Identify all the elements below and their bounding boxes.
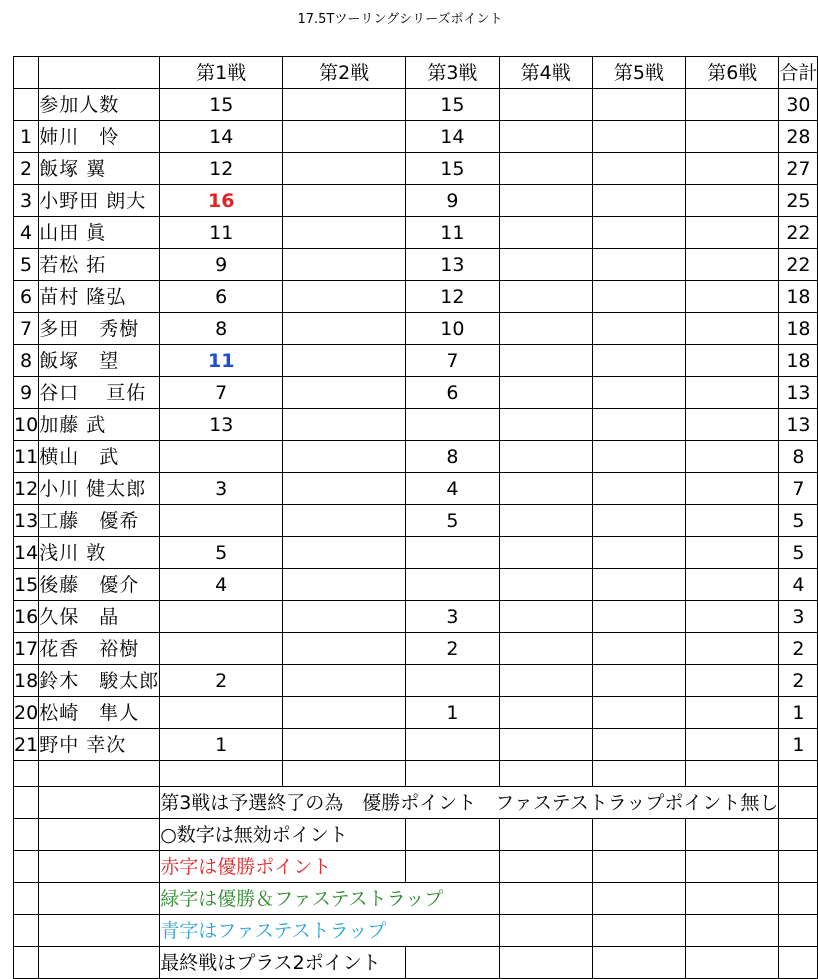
round-3-points <box>406 729 499 761</box>
empty-cell <box>686 915 779 947</box>
competitor-name: 鈴木 駿太郎 <box>39 665 160 697</box>
round-5-points <box>592 569 685 601</box>
round-1-points: 16 <box>160 185 283 217</box>
empty-cell <box>39 851 160 883</box>
spacer-row <box>14 761 818 787</box>
total-points: 2 <box>779 665 818 697</box>
round-6-points <box>686 729 779 761</box>
round-5-points <box>592 281 685 313</box>
total-points: 22 <box>779 217 818 249</box>
notes-body <box>14 761 818 979</box>
round-1-points <box>160 633 283 665</box>
round-1-points <box>160 697 283 729</box>
rank-cell: 15 <box>14 569 39 601</box>
empty-cell <box>592 851 685 883</box>
rank-cell: 8 <box>14 345 39 377</box>
empty-cell <box>499 819 592 851</box>
round-2-points <box>283 729 406 761</box>
empty-cell <box>592 819 685 851</box>
round-4-points <box>499 569 592 601</box>
rank-cell: 21 <box>14 729 39 761</box>
empty-cell <box>14 947 39 979</box>
rank-cell: 17 <box>14 633 39 665</box>
round-2-points <box>283 281 406 313</box>
rank-cell: 12 <box>14 473 39 505</box>
header-name <box>39 57 160 89</box>
round-6-points <box>686 601 779 633</box>
round-3-points: 5 <box>406 505 499 537</box>
round-2-points <box>283 505 406 537</box>
empty-cell <box>406 819 499 851</box>
competitor-name: 松崎 隼人 <box>39 697 160 729</box>
round-3-points <box>406 409 499 441</box>
rank-cell: 16 <box>14 601 39 633</box>
round-1-points <box>160 441 283 473</box>
total-points: 13 <box>779 409 818 441</box>
round-4-points <box>499 601 592 633</box>
empty-cell <box>39 883 160 915</box>
total-points: 1 <box>779 729 818 761</box>
competitor-name: 浅川 敦 <box>39 537 160 569</box>
competitor-name: 多田 秀樹 <box>39 313 160 345</box>
round-1-points: 3 <box>160 473 283 505</box>
rank-cell: 9 <box>14 377 39 409</box>
round-4-points <box>499 665 592 697</box>
note-invalid-points: ○数字は無効ポイント <box>160 819 406 851</box>
round-4-points <box>499 505 592 537</box>
round-4-points <box>499 153 592 185</box>
empty-cell <box>14 883 39 915</box>
round-1-points: 1 <box>160 729 283 761</box>
round-3-points: 9 <box>406 185 499 217</box>
competitor-name: 小野田 朗大 <box>39 185 160 217</box>
round-3-points <box>406 665 499 697</box>
round-6-points <box>686 153 779 185</box>
round-1-points: 4 <box>160 569 283 601</box>
note-row-red <box>14 851 818 883</box>
round-3-points <box>406 569 499 601</box>
round-3-points: 8 <box>406 441 499 473</box>
round-6-points <box>686 217 779 249</box>
header-round-4: 第4戦 <box>499 57 592 89</box>
total-points: 22 <box>779 249 818 281</box>
round-1-points: 5 <box>160 537 283 569</box>
round-5-points <box>592 537 685 569</box>
competitor-name: 若松 拓 <box>39 249 160 281</box>
competitor-name: 後藤 優介 <box>39 569 160 601</box>
round-2-points <box>283 153 406 185</box>
round-2-points <box>283 569 406 601</box>
round-3-points: 14 <box>406 121 499 153</box>
sheet-title: 17.5Tツーリングシリーズポイント <box>297 12 503 27</box>
empty-cell <box>779 947 818 979</box>
round-4-points <box>499 313 592 345</box>
rank-cell: 13 <box>14 505 39 537</box>
round-5-points <box>592 665 685 697</box>
round-2-points <box>283 441 406 473</box>
round-2-points <box>283 697 406 729</box>
round-5-points <box>592 601 685 633</box>
empty-cell <box>499 761 592 787</box>
total-points: 1 <box>779 697 818 729</box>
round-1-points: 9 <box>160 249 283 281</box>
round-5-points <box>592 185 685 217</box>
empty-cell <box>686 883 779 915</box>
round-2-points <box>283 249 406 281</box>
round-1-points: 14 <box>160 121 283 153</box>
round-6-points <box>686 121 779 153</box>
total-points: 3 <box>779 601 818 633</box>
round-5-points <box>592 377 685 409</box>
note-row-blue <box>14 915 818 947</box>
empty-cell <box>779 915 818 947</box>
empty-cell <box>592 915 685 947</box>
header-rank <box>14 57 39 89</box>
round-6-points <box>686 409 779 441</box>
empty-cell <box>779 851 818 883</box>
empty-cell <box>686 819 779 851</box>
round-1-points: 11 <box>160 345 283 377</box>
round-4-points <box>499 249 592 281</box>
round-3-points: 11 <box>406 217 499 249</box>
round-1-points <box>160 601 283 633</box>
round-6-points <box>686 441 779 473</box>
note-green-legend: 緑字は優勝＆ファステストラップ <box>160 883 499 915</box>
total-points: 25 <box>779 185 818 217</box>
participants-label: 参加人数 <box>39 89 160 121</box>
round-6-points <box>686 281 779 313</box>
round-5-points <box>592 633 685 665</box>
round-6-points <box>686 633 779 665</box>
round-3-points: 3 <box>406 601 499 633</box>
table-row <box>14 409 818 441</box>
competitor-name: 姉川 怜 <box>39 121 160 153</box>
participants-r6 <box>686 89 779 121</box>
round-4-points <box>499 537 592 569</box>
competitor-name: 野中 幸次 <box>39 729 160 761</box>
rank-cell: 18 <box>14 665 39 697</box>
round-4-points <box>499 409 592 441</box>
round-4-points <box>499 377 592 409</box>
round-6-points <box>686 665 779 697</box>
round-6-points <box>686 537 779 569</box>
round-4-points <box>499 345 592 377</box>
round-5-points <box>592 473 685 505</box>
round-3-points: 10 <box>406 313 499 345</box>
header-total: 合計 <box>779 57 818 89</box>
empty-cell <box>14 915 39 947</box>
round-5-points <box>592 249 685 281</box>
empty-cell <box>406 851 499 883</box>
round-4-points <box>499 217 592 249</box>
total-points: 18 <box>779 345 818 377</box>
empty-cell <box>14 819 39 851</box>
round-1-points: 2 <box>160 665 283 697</box>
competitor-name: 小川 健太郎 <box>39 473 160 505</box>
round-2-points <box>283 313 406 345</box>
rank-cell: 10 <box>14 409 39 441</box>
round-3-points: 7 <box>406 345 499 377</box>
table-row <box>14 697 818 729</box>
note-blue-legend: 青字はファステストラップ <box>160 915 499 947</box>
empty-cell <box>686 761 779 787</box>
round-2-points <box>283 537 406 569</box>
rank-cell: 11 <box>14 441 39 473</box>
round-4-points <box>499 185 592 217</box>
rank-cell: 20 <box>14 697 39 729</box>
round-4-points <box>499 121 592 153</box>
header-round-5: 第5戦 <box>592 57 685 89</box>
table-row <box>14 121 818 153</box>
standings-table <box>13 56 818 979</box>
rank-cell: 1 <box>14 121 39 153</box>
round-4-points <box>499 697 592 729</box>
round-5-points <box>592 441 685 473</box>
round-1-points: 7 <box>160 377 283 409</box>
empty-cell <box>779 819 818 851</box>
table-row <box>14 185 818 217</box>
round-5-points <box>592 697 685 729</box>
round-2-points <box>283 185 406 217</box>
round-1-points: 12 <box>160 153 283 185</box>
table-row <box>14 217 818 249</box>
table-row <box>14 377 818 409</box>
round-2-points <box>283 217 406 249</box>
rank-cell: 7 <box>14 313 39 345</box>
round-1-points: 8 <box>160 313 283 345</box>
table-row <box>14 313 818 345</box>
total-points: 4 <box>779 569 818 601</box>
table-row <box>14 281 818 313</box>
empty-cell <box>779 787 818 819</box>
rank-cell: 4 <box>14 217 39 249</box>
table-row <box>14 249 818 281</box>
empty-cell <box>39 947 160 979</box>
note-round3: 第3戦は予選終了の為 優勝ポイント ファステストラップポイント無し <box>160 787 779 819</box>
rank-cell: 5 <box>14 249 39 281</box>
empty-cell <box>39 761 160 787</box>
header-round-1: 第1戦 <box>160 57 283 89</box>
round-1-points: 6 <box>160 281 283 313</box>
competitor-name: 谷口 亘佑 <box>39 377 160 409</box>
empty-cell <box>283 761 406 787</box>
participants-r3: 15 <box>406 89 499 121</box>
total-points: 27 <box>779 153 818 185</box>
round-3-points: 6 <box>406 377 499 409</box>
round-5-points <box>592 153 685 185</box>
header-round-2: 第2戦 <box>283 57 406 89</box>
round-3-points: 2 <box>406 633 499 665</box>
competitor-name: 苗村 隆弘 <box>39 281 160 313</box>
rank-cell: 14 <box>14 537 39 569</box>
round-1-points <box>160 505 283 537</box>
round-5-points <box>592 409 685 441</box>
round-2-points <box>283 345 406 377</box>
round-6-points <box>686 505 779 537</box>
round-6-points <box>686 473 779 505</box>
header-row <box>14 57 818 89</box>
note-row-final <box>14 947 818 979</box>
round-6-points <box>686 569 779 601</box>
round-6-points <box>686 313 779 345</box>
empty-cell <box>499 915 592 947</box>
table-row <box>14 601 818 633</box>
round-3-points: 15 <box>406 153 499 185</box>
empty-cell <box>406 947 499 979</box>
empty-cell <box>779 761 818 787</box>
empty-cell <box>499 851 592 883</box>
participants-r1: 15 <box>160 89 283 121</box>
table-row <box>14 537 818 569</box>
round-3-points <box>406 537 499 569</box>
competitor-name: 横山 武 <box>39 441 160 473</box>
empty-cell <box>160 761 283 787</box>
round-1-points: 13 <box>160 409 283 441</box>
round-5-points <box>592 729 685 761</box>
table-row <box>14 505 818 537</box>
round-5-points <box>592 217 685 249</box>
round-2-points <box>283 665 406 697</box>
round-3-points: 13 <box>406 249 499 281</box>
empty-cell <box>406 761 499 787</box>
competitor-name: 加藤 武 <box>39 409 160 441</box>
empty-cell <box>686 947 779 979</box>
round-3-points: 12 <box>406 281 499 313</box>
round-5-points <box>592 121 685 153</box>
round-2-points <box>283 633 406 665</box>
note-row-round3 <box>14 787 818 819</box>
total-points: 8 <box>779 441 818 473</box>
participants-r5 <box>592 89 685 121</box>
empty-cell <box>779 883 818 915</box>
rank-cell: 3 <box>14 185 39 217</box>
round-5-points <box>592 505 685 537</box>
header-round-6: 第6戦 <box>686 57 779 89</box>
note-row-invalid <box>14 819 818 851</box>
empty-cell <box>14 787 39 819</box>
empty-cell <box>686 851 779 883</box>
table-row <box>14 441 818 473</box>
round-5-points <box>592 313 685 345</box>
rank-cell: 2 <box>14 153 39 185</box>
empty-cell <box>592 761 685 787</box>
empty-cell <box>499 883 592 915</box>
total-points: 18 <box>779 281 818 313</box>
round-2-points <box>283 121 406 153</box>
round-2-points <box>283 473 406 505</box>
round-6-points <box>686 345 779 377</box>
round-6-points <box>686 249 779 281</box>
round-4-points <box>499 441 592 473</box>
table-row <box>14 473 818 505</box>
competitor-name: 飯塚 望 <box>39 345 160 377</box>
round-4-points <box>499 281 592 313</box>
round-6-points <box>686 185 779 217</box>
competitor-name: 飯塚 翼 <box>39 153 160 185</box>
participants-r4 <box>499 89 592 121</box>
empty-cell <box>499 947 592 979</box>
participants-total: 30 <box>779 89 818 121</box>
total-points: 13 <box>779 377 818 409</box>
header-round-3: 第3戦 <box>406 57 499 89</box>
note-row-green <box>14 883 818 915</box>
round-1-points: 11 <box>160 217 283 249</box>
round-3-points: 1 <box>406 697 499 729</box>
total-points: 5 <box>779 505 818 537</box>
note-red-legend: 赤字は優勝ポイント <box>160 851 406 883</box>
round-4-points <box>499 729 592 761</box>
total-points: 7 <box>779 473 818 505</box>
empty-cell <box>39 787 160 819</box>
round-6-points <box>686 697 779 729</box>
round-2-points <box>283 601 406 633</box>
standings-body <box>14 57 818 761</box>
participants-r2 <box>283 89 406 121</box>
table-row <box>14 633 818 665</box>
empty-cell <box>592 883 685 915</box>
table-row <box>14 569 818 601</box>
table-row <box>14 345 818 377</box>
note-final-round: 最終戦はプラス2ポイント <box>160 947 406 979</box>
competitor-name: 工藤 優希 <box>39 505 160 537</box>
round-4-points <box>499 633 592 665</box>
round-2-points <box>283 409 406 441</box>
rank-cell: 6 <box>14 281 39 313</box>
empty-cell <box>39 819 160 851</box>
table-row <box>14 729 818 761</box>
total-points: 2 <box>779 633 818 665</box>
round-3-points: 4 <box>406 473 499 505</box>
round-5-points <box>592 345 685 377</box>
round-2-points <box>283 377 406 409</box>
competitor-name: 山田 眞 <box>39 217 160 249</box>
round-4-points <box>499 473 592 505</box>
participants-row <box>14 89 818 121</box>
total-points: 28 <box>779 121 818 153</box>
round-6-points <box>686 377 779 409</box>
table-row <box>14 665 818 697</box>
empty-cell <box>39 915 160 947</box>
total-points: 5 <box>779 537 818 569</box>
competitor-name: 久保 晶 <box>39 601 160 633</box>
competitor-name: 花香 裕樹 <box>39 633 160 665</box>
empty-cell <box>14 851 39 883</box>
table-row <box>14 153 818 185</box>
empty-cell <box>14 761 39 787</box>
empty-cell <box>592 947 685 979</box>
participants-rank-cell <box>14 89 39 121</box>
total-points: 18 <box>779 313 818 345</box>
